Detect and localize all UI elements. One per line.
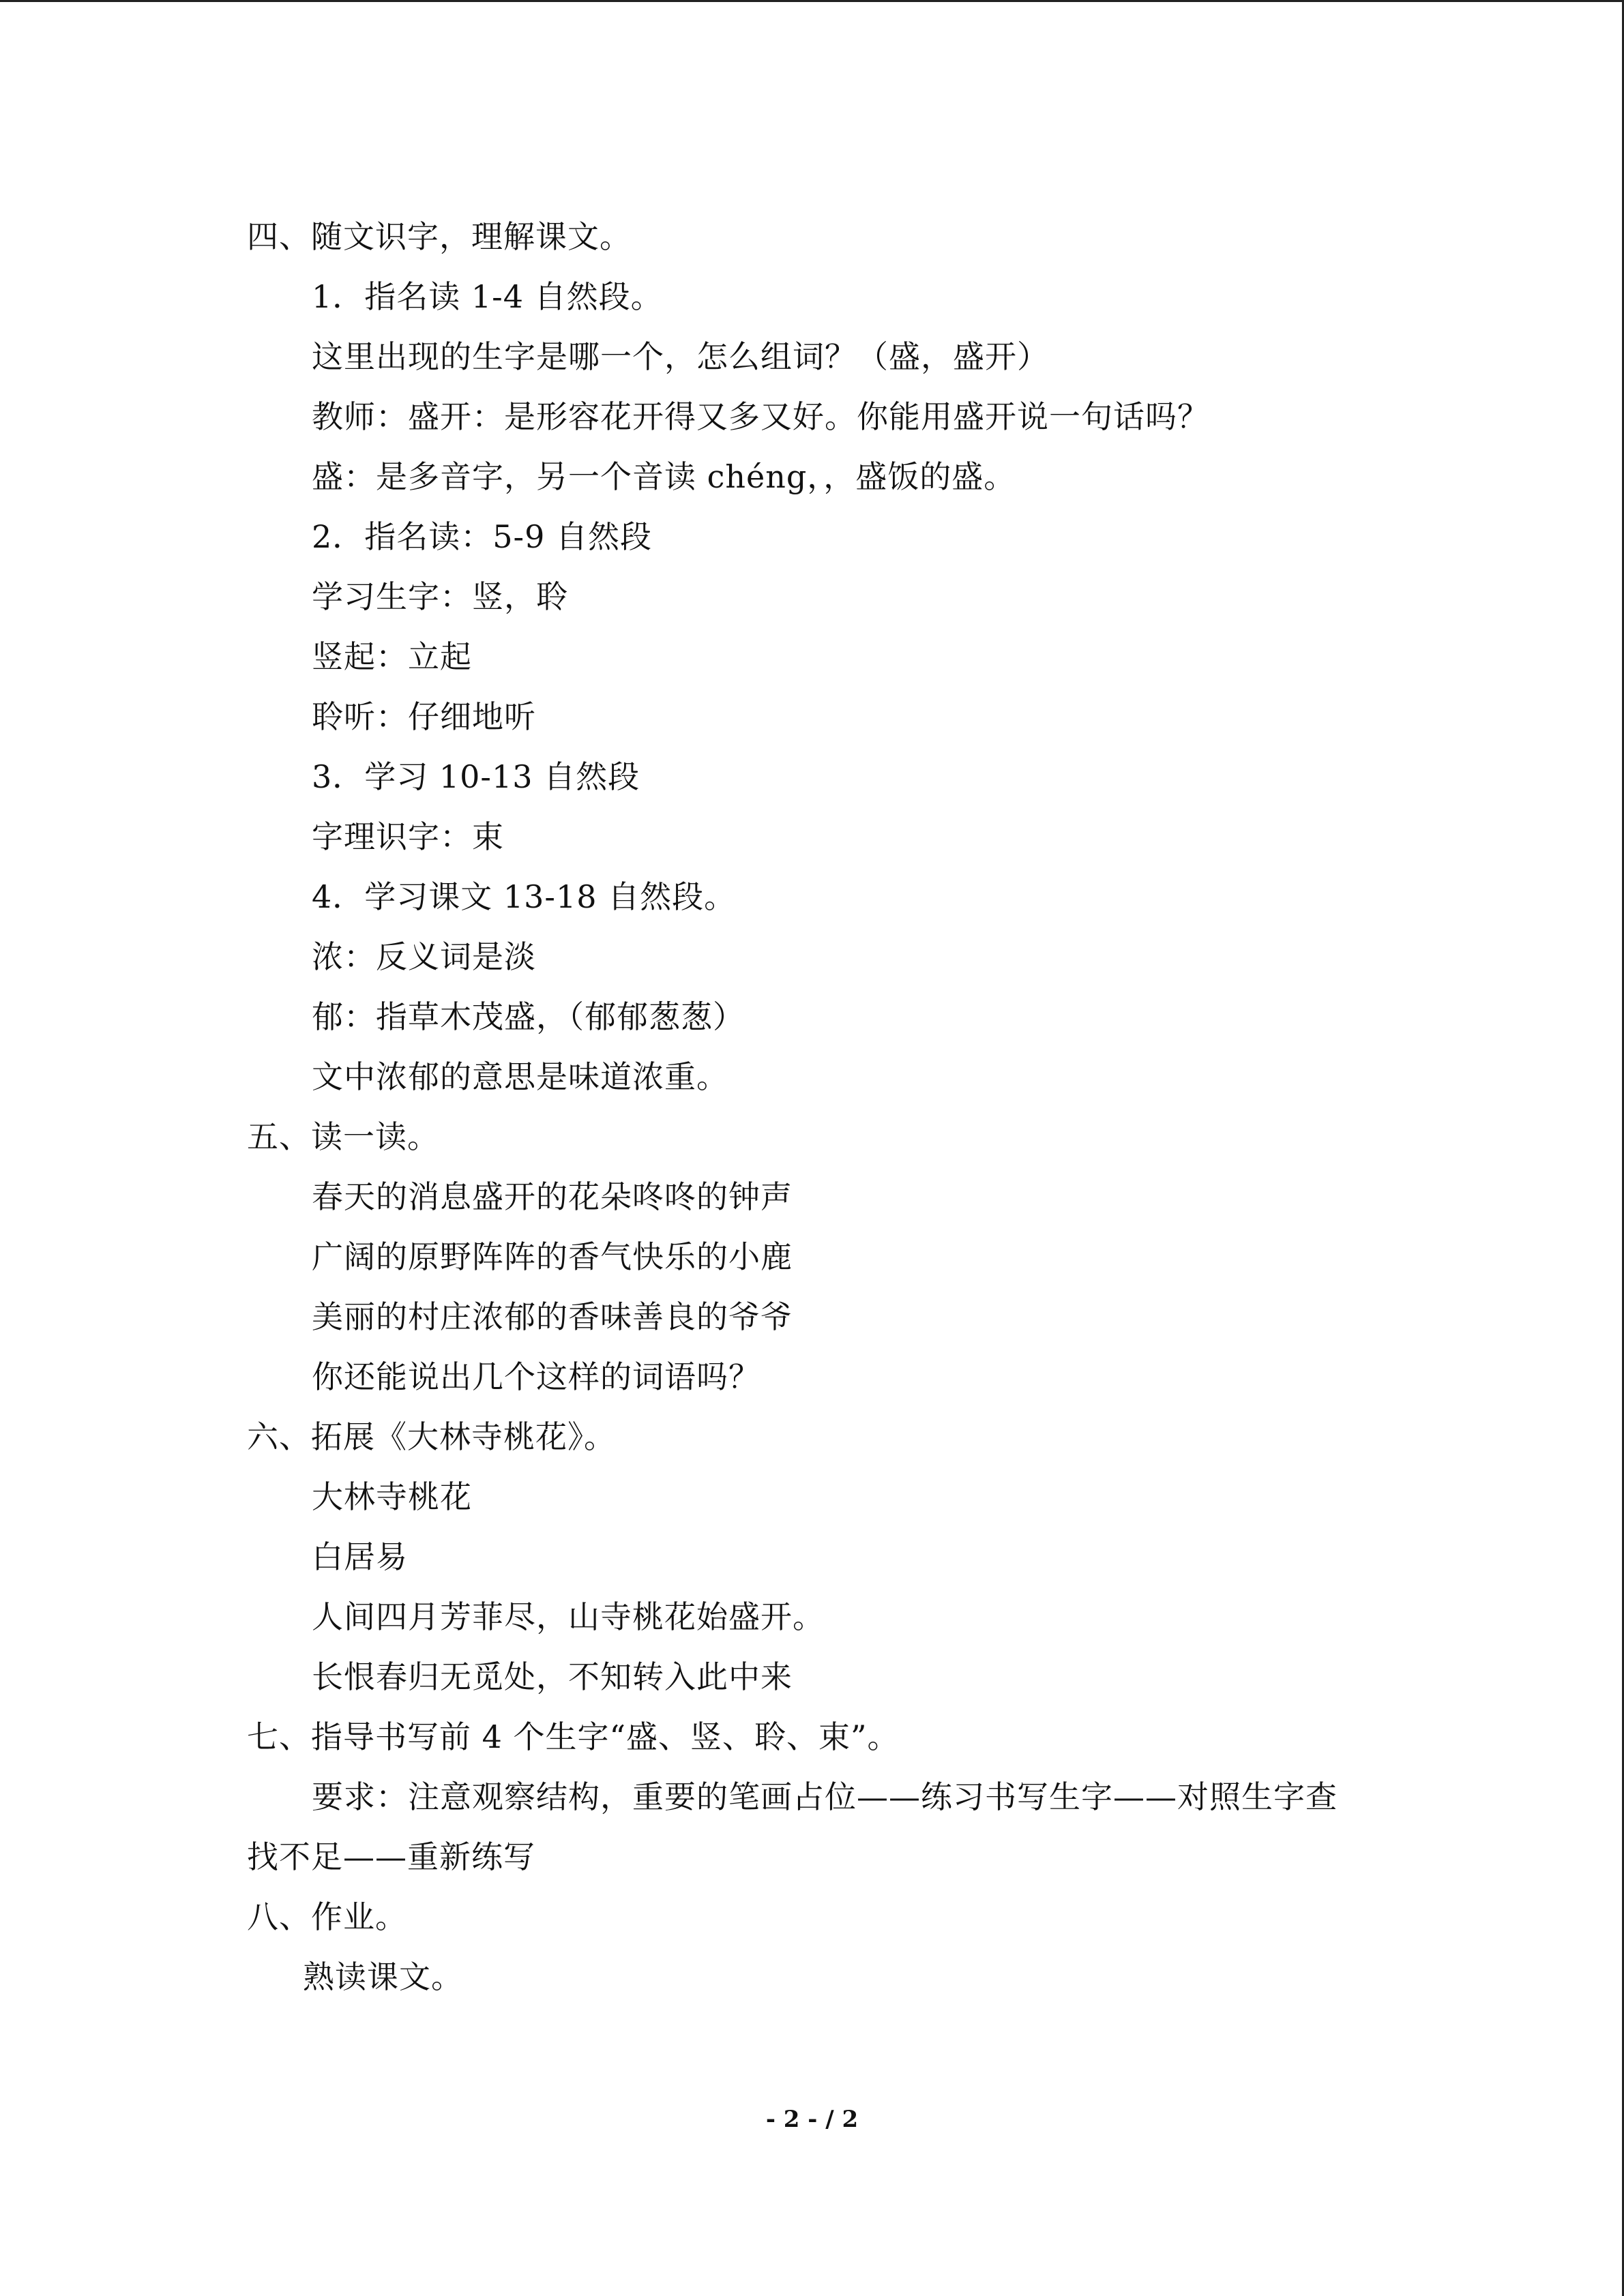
section-heading-8: 八、作业。 xyxy=(247,1898,407,1935)
step-4: 4．学习课文 13-18 自然段。 xyxy=(312,878,737,915)
section-heading-5: 五、读一读。 xyxy=(247,1118,439,1155)
text-line: 盛：是多音字，另一个音读 chéng，，盛饭的盛。 xyxy=(312,458,1016,495)
text-line: 教师：盛开：是形容花开得又多又好。你能用盛开说一句话吗？ xyxy=(312,398,1209,435)
section-heading-7: 七、指导书写前 4 个生字“盛、竖、聆、束”。 xyxy=(247,1718,900,1755)
text-line: 字理识字：束 xyxy=(312,818,504,855)
text-line: 广阔的原野阵阵的香气快乐的小鹿 xyxy=(312,1238,793,1275)
text-line: 郁：指草木茂盛，（郁郁葱葱） xyxy=(312,998,745,1035)
text-line: 这里出现的生字是哪一个，怎么组词？（盛，盛开） xyxy=(312,338,1049,375)
section-heading-4: 四、随文识字，理解课文。 xyxy=(247,218,632,255)
poem-line: 长恨春归无觅处，不知转入此中来 xyxy=(312,1658,793,1695)
poem-author: 白居易 xyxy=(312,1538,408,1575)
poem-line: 人间四月芳菲尽，山寺桃花始盛开。 xyxy=(312,1598,825,1635)
text-line: 竖起：立起 xyxy=(312,638,472,675)
poem-title: 大林寺桃花 xyxy=(312,1478,472,1515)
text-line: 浓：反义词是淡 xyxy=(312,938,536,975)
text-line: 要求：注意观察结构，重要的笔画占位——练习书写生字——对照生字查 xyxy=(312,1778,1338,1815)
text-line: 文中浓郁的意思是味道浓重。 xyxy=(312,1058,728,1095)
step-3: 3．学习 10-13 自然段 xyxy=(312,758,640,795)
text-line: 熟读课文。 xyxy=(303,1958,463,1995)
page-number: - 2 - / 2 xyxy=(765,2106,859,2133)
text-line: 学习生字：竖，聆 xyxy=(312,578,568,615)
text-line: 美丽的村庄浓郁的香味善良的爷爷 xyxy=(312,1298,793,1335)
text-line: 你还能说出几个这样的词语吗？ xyxy=(312,1358,761,1395)
step-1: 1．指名读 1-4 自然段。 xyxy=(312,278,663,315)
text-line: 找不足——重新练写 xyxy=(247,1838,535,1875)
section-heading-6: 六、拓展《大林寺桃花》。 xyxy=(247,1418,616,1455)
text-line: 春天的消息盛开的花朵咚咚的钟声 xyxy=(312,1178,793,1215)
step-2: 2．指名读：5-9 自然段 xyxy=(312,518,652,555)
text-line: 聆听：仔细地听 xyxy=(312,698,536,735)
